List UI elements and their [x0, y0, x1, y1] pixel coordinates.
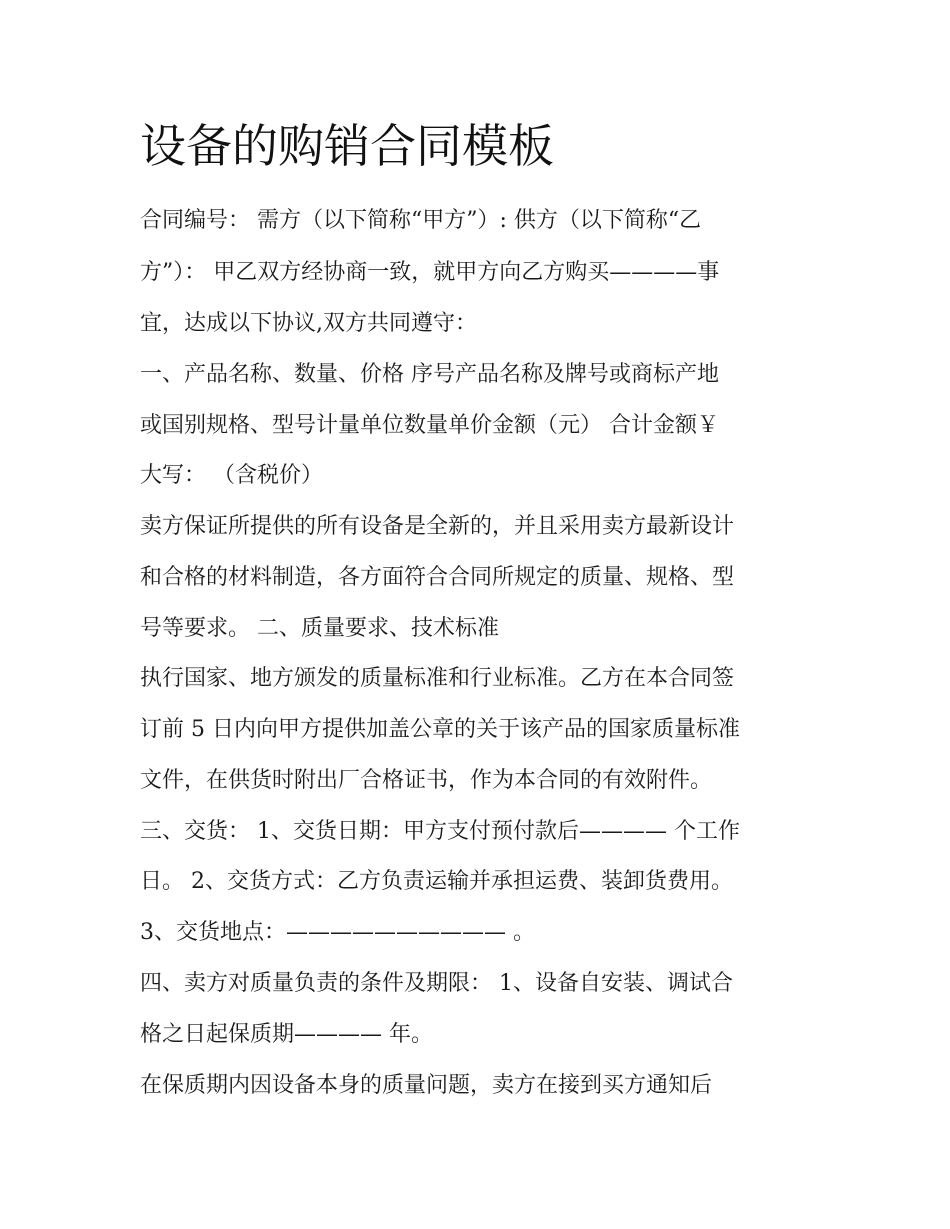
body-line-1: 合同编号： 需方（以下简称“甲方”）: 供方（以下简称“乙	[140, 208, 702, 233]
body-line-6: 大写： （含税价）	[140, 463, 323, 488]
body-line-14: 日。 2、交货方式：乙方负责运输并承担运费、装卸货费用。	[140, 869, 733, 894]
body-line-10: 执行国家、地方颁发的质量标准和行业标准。乙方在本合同签	[140, 666, 735, 691]
body-line-13: 三、交货： 1、交货日期：甲方支付预付款后———— 个工作	[140, 819, 740, 844]
body-line-11: 订前 5 日内向甲方提供加盖公章的关于该产品的国家质量标准	[140, 717, 740, 742]
body-line-3: 宜，达成以下协议,双方共同遵守：	[140, 311, 477, 336]
body-line-12: 文件，在供货时附出厂合格证书，作为本合同的有效附件。	[140, 768, 713, 793]
document-title: 设备的购销合同模板	[140, 119, 554, 173]
body-line-15: 3、交货地点：—————————— 。	[140, 920, 535, 945]
body-line-18: 在保质期内因设备本身的质量问题，卖方在接到买方通知后	[140, 1073, 713, 1098]
body-line-16: 四、卖方对质量负责的条件及期限： 1、设备自安装、调试合	[140, 971, 733, 996]
body-line-17: 格之日起保质期———— 年。	[140, 1022, 433, 1047]
body-line-4: 一、产品名称、数量、价格 序号产品名称及牌号或商标产地	[140, 362, 719, 387]
body-line-7: 卖方保证所提供的所有设备是全新的，并且采用卖方最新设计	[140, 514, 735, 539]
body-line-8: 和合格的材料制造，各方面符合合同所规定的质量、规格、型	[140, 565, 735, 590]
body-line-9: 号等要求。 二、质量要求、技术标准	[140, 616, 499, 641]
body-line-2: 方”）： 甲乙双方经协商一致，就甲方向乙方购买————事	[140, 260, 720, 285]
body-line-5: 或国别规格、型号计量单位数量单价金额（元） 合计金额￥	[140, 413, 719, 438]
